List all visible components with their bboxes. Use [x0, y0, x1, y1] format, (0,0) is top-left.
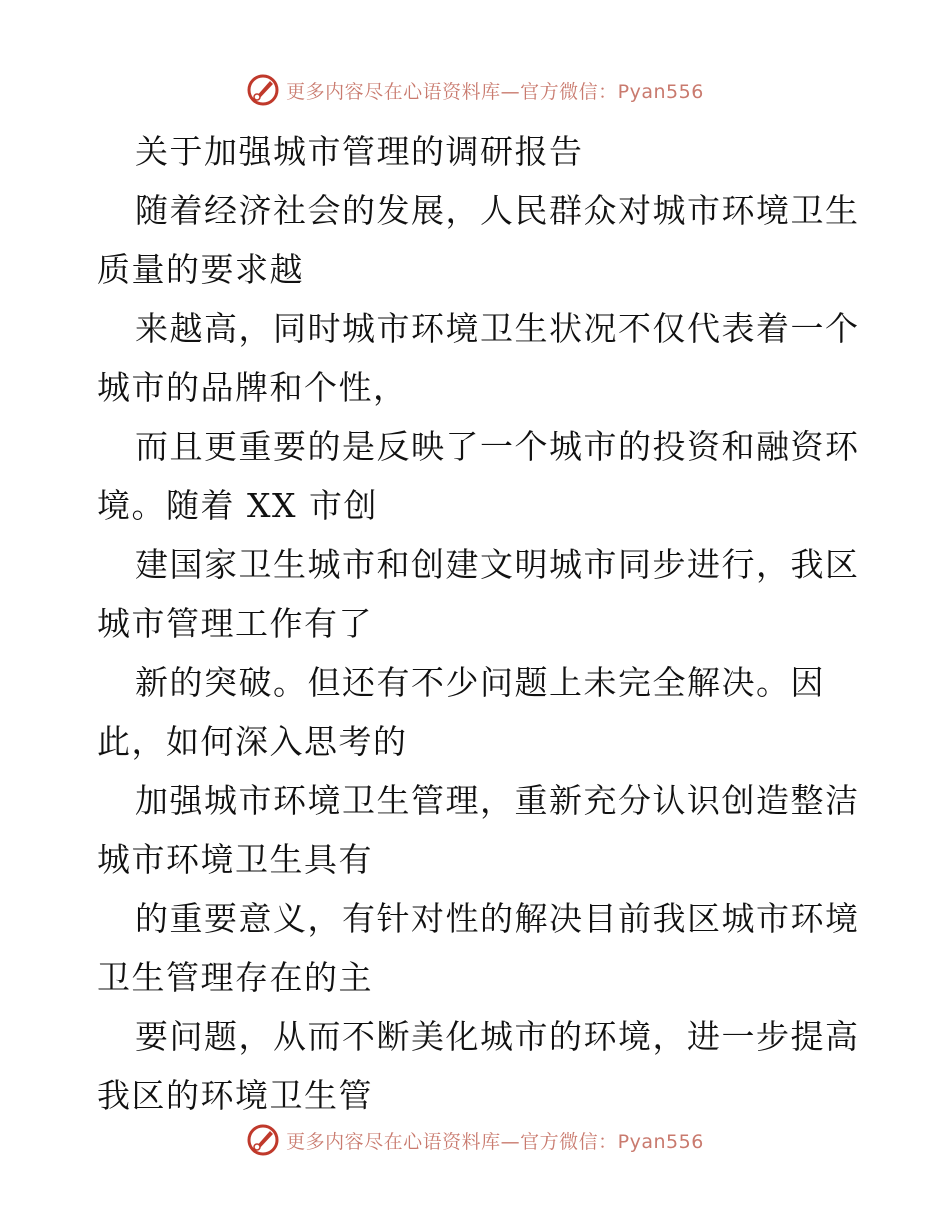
- paragraph-line: 新的突破。但还有不少问题上未完全解决。因: [135, 663, 825, 702]
- paragraph-line: 境。随着 XX 市创: [97, 486, 378, 525]
- quill-seal-icon: [246, 73, 280, 107]
- document-title: 关于加强城市管理的调研报告: [135, 132, 584, 171]
- paragraph-line: 要问题，从而不断美化城市的环境，进一步提高: [135, 1017, 860, 1056]
- header-watermark-banner: [0, 68, 950, 112]
- paragraph-line: 我区的环境卫生管: [97, 1076, 373, 1115]
- paragraph-line: 城市管理工作有了: [97, 604, 373, 643]
- paragraph-line: 而且更重要的是反映了一个城市的投资和融资环: [135, 427, 860, 466]
- paragraph-line: 建国家卫生城市和创建文明城市同步进行，我区: [135, 545, 860, 584]
- footer-watermark-banner: [0, 1118, 950, 1162]
- paragraph-line: 卫生管理存在的主: [97, 958, 373, 997]
- paragraph-line: 城市环境卫生具有: [97, 840, 373, 879]
- paragraph-line: 此，如何深入思考的: [97, 722, 408, 761]
- paragraph-line: 加强城市环境卫生管理，重新充分认识创造整洁: [135, 781, 860, 820]
- document-body: [97, 122, 860, 1125]
- quill-seal-icon: [246, 1123, 280, 1157]
- paragraph-line: 来越高，同时城市环境卫生状况不仅代表着一个: [135, 309, 860, 348]
- watermark-text: 更多内容尽在心语资料库—官方微信：Pyan556: [286, 1130, 704, 1153]
- watermark-text: 更多内容尽在心语资料库—官方微信：Pyan556: [286, 80, 704, 103]
- paragraph-line: 质量的要求越: [97, 250, 304, 289]
- paragraph-line: 的重要意义，有针对性的解决目前我区城市环境: [135, 899, 860, 938]
- paragraph-line: 随着经济社会的发展，人民群众对城市环境卫生: [135, 191, 860, 230]
- paragraph-line: 城市的品牌和个性，: [97, 368, 408, 407]
